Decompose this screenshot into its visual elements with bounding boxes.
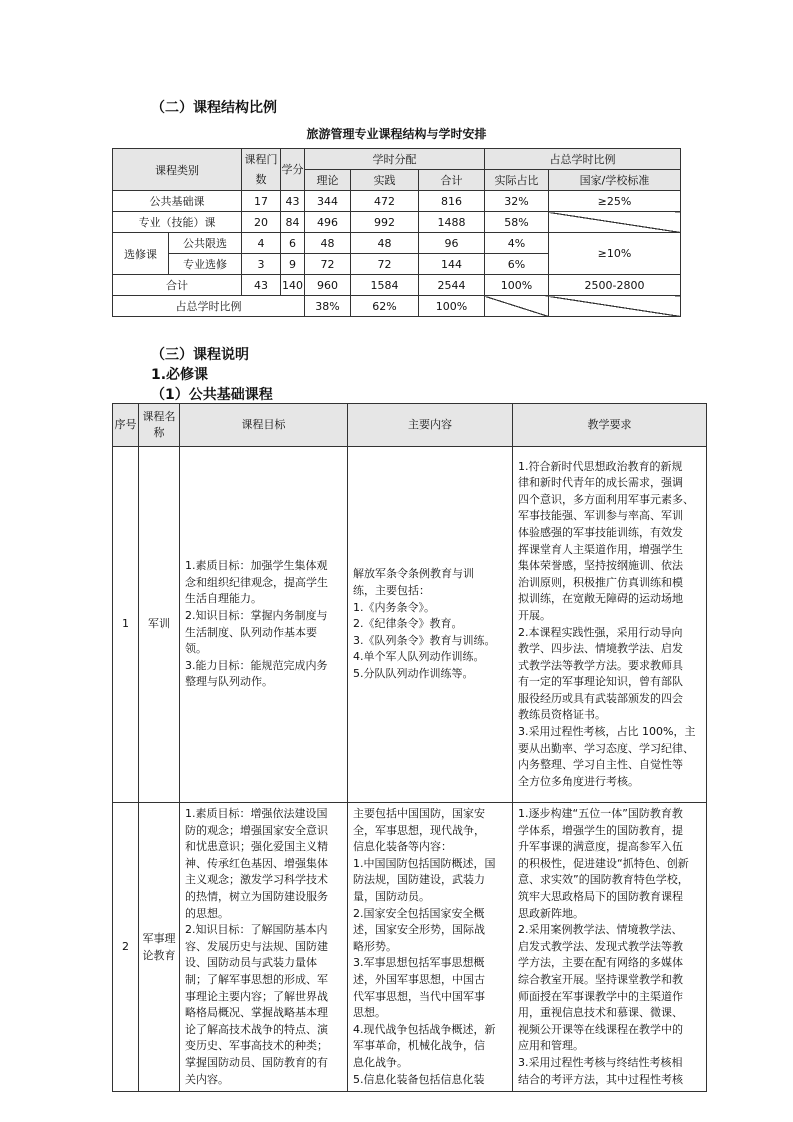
- text-line: 集体荣誉感，坚持按纲施训、依法: [518, 559, 683, 573]
- cell-theory: 496: [305, 212, 351, 233]
- text-line: 3.能力目标：能规范完成内务: [185, 658, 328, 672]
- empty-diagonal-cell: [549, 212, 681, 233]
- text-line: 容、发展历史与法规、国防建: [185, 939, 328, 953]
- ratio-row: [113, 296, 681, 317]
- header-total: 合计: [419, 170, 485, 191]
- ratio-label: 占总学时比例: [113, 296, 305, 317]
- text-line: 制；了解军事思想的形成、军: [185, 972, 328, 986]
- text-line: 2.采用案例教学法、情境教学法、: [518, 923, 683, 937]
- text-line: 念和组织纪律观念，提高学生: [185, 575, 328, 589]
- cell-total: 144: [419, 254, 485, 275]
- text-line: 略格局概况、掌握战略基本理: [185, 1006, 328, 1020]
- header-theory: 理论: [305, 170, 351, 191]
- empty-diagonal-cell: [549, 296, 681, 317]
- text-line: 1.素质目标：加强学生集体观: [185, 559, 328, 573]
- cell-actual: 100%: [485, 275, 549, 296]
- text-line: 军事革命，机械化战争，信: [353, 1039, 485, 1053]
- text-line: 四个意识，多方面利用军事元素多、: [518, 492, 694, 506]
- text-line: 4.单个军人队列动作训练。: [353, 650, 485, 664]
- cell-standard: ≥10%: [549, 233, 681, 275]
- text-line: 体验感强的军事技能训练，有效发: [518, 525, 683, 539]
- cell-total: 1488: [419, 212, 485, 233]
- text-line: 师面授在军事课教学中的主渠道作: [518, 989, 683, 1003]
- text-line: 生活自理能力。: [185, 592, 262, 606]
- cell-practice: 62%: [351, 296, 419, 317]
- text-line: 略形势。: [353, 939, 397, 953]
- text-line: 1.中国国防包括国防概述，国: [353, 856, 496, 870]
- table-row: [113, 233, 681, 254]
- text-line: 述，外国军事思想，中国古: [353, 972, 485, 986]
- cell-actual: 58%: [485, 212, 549, 233]
- text-line: 的热情，树立为国防建设服务: [185, 889, 328, 903]
- cell-total: 2544: [419, 275, 485, 296]
- row-category: 公共基础课: [113, 191, 242, 212]
- text-line: 防法规，国防建设，武装力: [353, 873, 485, 887]
- text-line: 掌握国防动员、国防教育的有: [185, 1055, 328, 1069]
- text-line: 全，军事思想，现代战争，: [353, 823, 485, 837]
- cell-practice: 472: [351, 191, 419, 212]
- cell-total: 100%: [419, 296, 485, 317]
- cell-actual: 6%: [485, 254, 549, 275]
- text-line: 防的观念；增强国家安全意识: [185, 823, 328, 837]
- text-line: 生活制度、队列动作基本要: [185, 625, 317, 639]
- empty-diagonal-cell: [485, 296, 549, 317]
- total-row: [113, 275, 681, 296]
- course-name: 军事理论教育: [139, 803, 180, 1092]
- text-line: 5.分队队列动作训练等。: [353, 666, 474, 680]
- text-line: 变历史、军事高技术的种类；: [185, 1039, 328, 1053]
- course-goals: [180, 803, 348, 1092]
- elective-group-label: 选修课: [113, 233, 169, 275]
- cell-count: 20: [242, 212, 281, 233]
- text-line: 整理与队列动作。: [185, 675, 273, 689]
- cell-practice: 992: [351, 212, 419, 233]
- text-line: 5.信息化装备包括信息化装: [353, 1072, 485, 1086]
- cell-practice: 48: [351, 233, 419, 254]
- text-line: 挥课堂育人主渠道作用，增强学生: [518, 542, 683, 556]
- text-line: 拟训练，在宽敞无障碍的运动场地: [518, 592, 683, 606]
- course-requirements: [513, 803, 707, 1092]
- text-line: 2.知识目标：掌握内务制度与: [185, 608, 328, 622]
- text-line: 1.逐步构建“五位一体”国防教育教: [518, 807, 683, 820]
- course-requirements: [513, 447, 707, 803]
- header-ratio-group: 占总学时比例: [485, 149, 681, 170]
- text-line: 神、传承红色基因、增强集体: [185, 856, 328, 870]
- text-line: 代军事思想，当代中国军事: [353, 989, 485, 1003]
- header-name: 课程名称: [139, 404, 180, 447]
- text-line: 主要包括中国国防，国家安: [353, 807, 485, 820]
- text-line: 2.知识目标：了解国防基本内: [185, 923, 328, 937]
- text-line: 结合的考评方法，其中过程性考核: [518, 1072, 683, 1086]
- text-line: 论了解高技术战争的特点、演: [185, 1022, 328, 1036]
- text-line: 1.素质目标：增强依法建设国: [185, 807, 328, 820]
- header-requirements: 教学要求: [513, 404, 707, 447]
- cell-credits: 84: [281, 212, 305, 233]
- text-line: 领。: [185, 642, 207, 656]
- course-name: 军训: [139, 447, 180, 803]
- cell-total: 96: [419, 233, 485, 254]
- text-line: 设、国防动员与武装力量体: [185, 956, 317, 970]
- table1-caption: 旅游管理专业课程结构与学时安排: [306, 127, 487, 141]
- cell-count: 17: [242, 191, 281, 212]
- cell-credits: 6: [281, 233, 305, 254]
- text-line: 全方位多角度进行考核。: [518, 774, 639, 788]
- text-line: 主义观念；激发学习科学技术: [185, 873, 328, 887]
- text-line: 启发式教学法、发现式教学法等教: [518, 939, 683, 953]
- cell-theory: 38%: [305, 296, 351, 317]
- cell-theory: 72: [305, 254, 351, 275]
- text-line: 述，国家安全形势，国际战: [353, 923, 485, 937]
- section2-heading: （二）课程结构比例: [151, 100, 277, 116]
- cell-count: 43: [242, 275, 281, 296]
- public-courses-heading: （1）公共基础课程: [151, 387, 273, 403]
- text-line: 思政新阵地。: [518, 906, 584, 920]
- text-line: 2.本课程实践性强，采用行动导向: [518, 625, 683, 639]
- header-practice: 实践: [351, 170, 419, 191]
- text-line: 升军事课的满意度，提高参军入伍: [518, 840, 683, 854]
- cell-theory: 48: [305, 233, 351, 254]
- cell-total: 816: [419, 191, 485, 212]
- header-actual: 实际占比: [485, 170, 549, 191]
- text-line: 教练员资格证书。: [518, 708, 606, 722]
- cell-practice: 1584: [351, 275, 419, 296]
- cell-standard: ≥25%: [549, 191, 681, 212]
- cell-actual: 4%: [485, 233, 549, 254]
- table-row: [113, 212, 681, 233]
- table-row: [113, 191, 681, 212]
- text-line: 综合教室开展。坚持课堂教学和教: [518, 972, 683, 986]
- text-line: 2.国家安全包括国家安全概: [353, 906, 485, 920]
- total-label: 合计: [113, 275, 242, 296]
- text-line: 有一定的军事理论知识，曾有部队: [518, 675, 683, 689]
- course-content: [348, 447, 513, 803]
- text-line: 应用和管理。: [518, 1039, 584, 1053]
- row-number: 2: [113, 803, 139, 1092]
- cell-theory: 344: [305, 191, 351, 212]
- header-goals: 课程目标: [180, 404, 348, 447]
- text-line: 开展。: [518, 608, 551, 622]
- text-line: 息化战争。: [353, 1055, 408, 1069]
- course-content: [348, 803, 513, 1092]
- section3-heading: （三）课程说明: [151, 347, 249, 363]
- text-line: 3.军事思想包括军事思想概: [353, 956, 485, 970]
- text-line: 2.《纪律条令》教育。: [353, 617, 463, 631]
- cell-count: 3: [242, 254, 281, 275]
- text-line: 意、求实效”的国防教育特色学校，: [518, 873, 689, 887]
- text-line: 服役经历或具有武装部颁发的四会: [518, 691, 683, 705]
- text-line: 关内容。: [185, 1072, 229, 1086]
- cell-actual: 32%: [485, 191, 549, 212]
- text-line: 治训原则，积极推广仿真训练和模: [518, 575, 683, 589]
- header-category: 课程类别: [113, 149, 242, 191]
- header-standard: 国家/学校标准: [549, 170, 681, 191]
- cell-count: 4: [242, 233, 281, 254]
- header-credits: 学分: [281, 149, 305, 191]
- text-line: 的思想。: [185, 906, 229, 920]
- row-number: 1: [113, 447, 139, 803]
- text-line: 学方法，主要在配有网络的多媒体: [518, 956, 683, 970]
- text-line: 1.符合新时代思想政治教育的新规: [518, 459, 683, 473]
- text-line: 练，主要包括：: [353, 584, 430, 598]
- text-line: 3.采用过程性考核，占比 100%，主: [518, 725, 696, 739]
- text-line: 量，国防动员。: [353, 889, 430, 903]
- text-line: 学体系，增强学生的国防教育，提: [518, 823, 683, 837]
- text-line: 筑牢大思政格局下的国防教育课程: [518, 889, 683, 903]
- text-line: 1.《内务条令》。: [353, 600, 435, 614]
- text-line: 律和新时代青年的成长需求，强调: [518, 476, 683, 490]
- text-line: 要从出勤率、学习态度、学习纪律、: [518, 741, 694, 755]
- text-line: 3.采用过程性考核与终结性考核相: [518, 1055, 683, 1069]
- text-line: 思想。: [353, 1006, 386, 1020]
- row-category: 专业（技能）课: [113, 212, 242, 233]
- header-content: 主要内容: [348, 404, 513, 447]
- text-line: 4.现代战争包括战争概述，新: [353, 1022, 496, 1036]
- text-line: 教学、四步法、情境教学法、启发: [518, 642, 683, 656]
- cell-credits: 43: [281, 191, 305, 212]
- header-no: 序号: [113, 404, 139, 447]
- text-line: 内务整理、学习自主性、自觉性等: [518, 758, 683, 772]
- table-row: [113, 803, 707, 1092]
- course-structure-table: [112, 148, 681, 317]
- text-line: 事理论主要内容；了解世界战: [185, 989, 328, 1003]
- text-line: 用，重视信息技术和慕课、微课、: [518, 1006, 683, 1020]
- text-line: 式教学法等教学方法。要求教师具: [518, 658, 683, 672]
- text-line: 和忧患意识；强化爱国主义精: [185, 840, 328, 854]
- cell-credits: 140: [281, 275, 305, 296]
- row-category: 公共限选: [169, 233, 242, 254]
- cell-standard: 2500-2800: [549, 275, 681, 296]
- cell-theory: 960: [305, 275, 351, 296]
- text-line: 的积极性，促进建设“抓特色、创新: [518, 856, 689, 870]
- table-row: [113, 447, 707, 803]
- course-description-table: [112, 403, 707, 1092]
- row-category: 专业选修: [169, 254, 242, 275]
- required-courses-heading: 1.必修课: [151, 367, 209, 383]
- cell-practice: 72: [351, 254, 419, 275]
- text-line: 3.《队列条令》教育与训练。: [353, 633, 496, 647]
- text-line: 解放军条令条例教育与训: [353, 567, 474, 581]
- course-goals: [180, 447, 348, 803]
- cell-credits: 9: [281, 254, 305, 275]
- header-hours-group: 学时分配: [305, 149, 485, 170]
- text-line: 视频公开课等在线课程在教学中的: [518, 1022, 683, 1036]
- header-count: 课程门数: [242, 149, 281, 191]
- text-line: 军事技能强、军训参与率高、军训: [518, 509, 683, 523]
- text-line: 信息化装备等内容：: [353, 840, 452, 854]
